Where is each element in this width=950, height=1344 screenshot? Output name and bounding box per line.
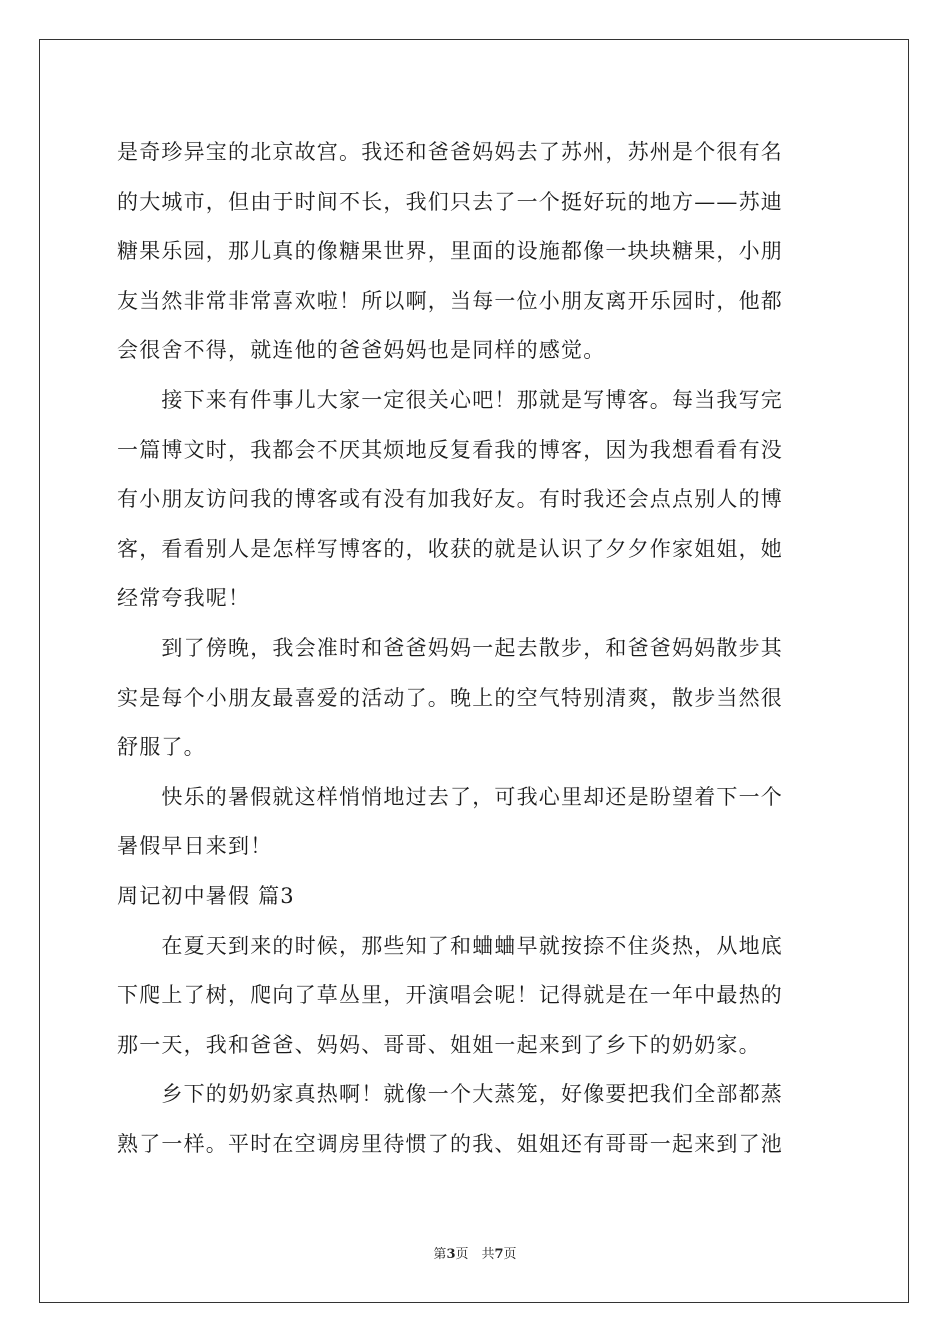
text-line: 客，看看别人是怎样写博客的，收获的就是认识了夕夕作家姐姐，她: [117, 536, 783, 561]
text-line: 实是每个小朋友最喜爱的活动了。晚上的空气特别清爽，散步当然很: [117, 685, 783, 710]
text-line: 的大城市，但由于时间不长，我们只去了一个挺好玩的地方——苏迪: [117, 189, 783, 214]
footer-prefix: 第: [433, 1247, 447, 1262]
text-line: 接下来有件事儿大家一定很关心吧！那就是写博客。每当我写完: [117, 387, 783, 412]
text-line: 舒服了。: [117, 735, 206, 760]
text-line: 是奇珍异宝的北京故宫。我还和爸爸妈妈去了苏州，苏州是个很有名: [117, 140, 783, 164]
text-line: 在夏天到来的时候，那些知了和蛐蛐早就按捺不住炎热，从地底: [117, 933, 783, 958]
text-line: 到了傍晚，我会准时和爸爸妈妈一起去散步，和爸爸妈妈散步其: [117, 635, 783, 660]
document-body: [117, 128, 833, 1169]
footer-total-suffix: 页: [503, 1247, 517, 1262]
text-line: 会很舍不得，就连他的爸爸妈妈也是同样的感觉。: [117, 338, 606, 363]
text-line: 下爬上了树，爬向了草丛里，开演唱会呢！记得就是在一年中最热的: [117, 983, 783, 1008]
footer-total-pages: 7: [494, 1247, 504, 1262]
text-line: 乡下的奶奶家真热啊！就像一个大蒸笼，好像要把我们全部都蒸: [117, 1082, 783, 1107]
text-line: 糖果乐园，那儿真的像糖果世界，里面的设施都像一块块糖果，小朋: [117, 239, 783, 264]
text-line: 有小朋友访问我的博客或有没有加我好友。有时我还会点点别人的博: [117, 487, 783, 512]
footer-page-suffix: 页 共: [455, 1247, 495, 1262]
section-heading: 周记初中暑假 篇3: [117, 883, 295, 908]
page-footer: [0, 1246, 950, 1264]
text-line: 快乐的暑假就这样悄悄地过去了，可我心里却还是盼望着下一个: [117, 784, 783, 809]
text-line: 那一天，我和爸爸、妈妈、哥哥、姐姐一起来到了乡下的奶奶家。: [117, 1032, 761, 1057]
text-line: 熟了一样。平时在空调房里待惯了的我、姐姐还有哥哥一起来到了池: [117, 1131, 783, 1156]
footer-page-number: 3: [446, 1247, 456, 1262]
text-line: 友当然非常非常喜欢啦！所以啊，当每一位小朋友离开乐园时，他都: [117, 288, 783, 313]
text-line: 一篇博文时，我都会不厌其烦地反复看我的博客，因为我想看看有没: [117, 437, 783, 462]
text-line: 经常夸我呢！: [117, 586, 251, 611]
text-line: 暑假早日来到！: [117, 834, 273, 859]
